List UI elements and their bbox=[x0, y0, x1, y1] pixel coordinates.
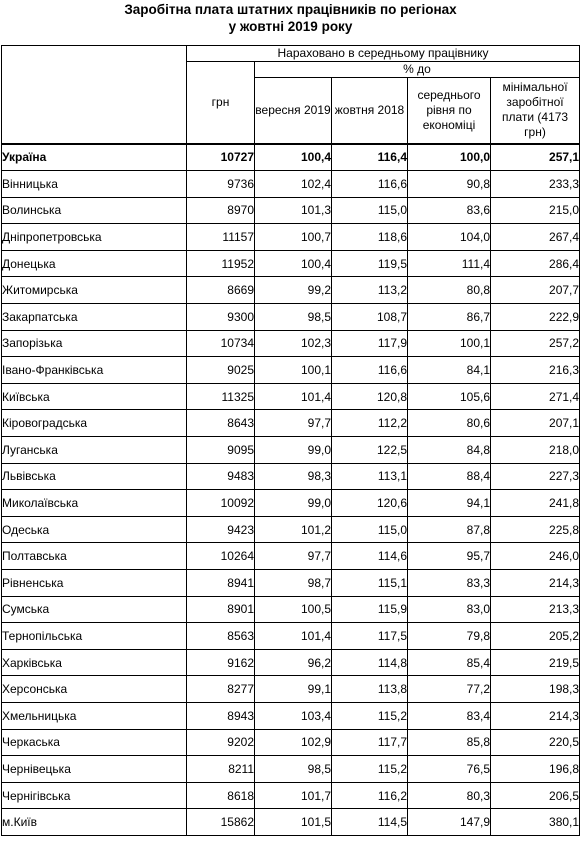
region-cell: Одеська bbox=[2, 516, 187, 543]
pct-sep-2019-cell: 100,5 bbox=[255, 596, 332, 623]
salary-uah-cell: 8563 bbox=[187, 623, 255, 650]
pct-oct-2018-cell: 122,5 bbox=[332, 437, 408, 464]
title-line-1: Заробітна плата штатних працівників по регіонах bbox=[124, 2, 457, 17]
pct-avg-economy-cell: 84,1 bbox=[408, 357, 491, 384]
header-min-wage: мінімальної заробітної плати (4173 грн) bbox=[491, 78, 580, 144]
pct-oct-2018-cell: 116,6 bbox=[332, 171, 408, 198]
table-row bbox=[2, 250, 580, 277]
pct-sep-2019-cell: 101,5 bbox=[255, 809, 332, 836]
region-cell: Україна bbox=[2, 144, 187, 171]
pct-avg-economy-cell: 105,6 bbox=[408, 383, 491, 410]
pct-min-wage-cell: 233,3 bbox=[491, 171, 580, 198]
region-cell: м.Київ bbox=[2, 809, 187, 836]
pct-avg-economy-cell: 100,0 bbox=[408, 144, 491, 171]
pct-sep-2019-cell: 100,1 bbox=[255, 357, 332, 384]
salary-uah-cell: 8277 bbox=[187, 676, 255, 703]
salary-uah-cell: 8941 bbox=[187, 570, 255, 597]
header-sep-2019: вересня 2019 bbox=[255, 78, 332, 144]
pct-avg-economy-cell: 111,4 bbox=[408, 250, 491, 277]
pct-avg-economy-cell: 85,8 bbox=[408, 729, 491, 756]
pct-avg-economy-cell: 104,0 bbox=[408, 224, 491, 251]
pct-oct-2018-cell: 116,2 bbox=[332, 782, 408, 809]
pct-min-wage-cell: 215,0 bbox=[491, 197, 580, 224]
table-row bbox=[2, 277, 580, 304]
pct-min-wage-cell: 241,8 bbox=[491, 490, 580, 517]
pct-avg-economy-cell: 80,6 bbox=[408, 410, 491, 437]
pct-oct-2018-cell: 108,7 bbox=[332, 304, 408, 331]
pct-min-wage-cell: 257,1 bbox=[491, 144, 580, 171]
salary-uah-cell: 9162 bbox=[187, 649, 255, 676]
table-row bbox=[2, 463, 580, 490]
region-cell: Чернівецька bbox=[2, 756, 187, 783]
pct-sep-2019-cell: 99,0 bbox=[255, 437, 332, 464]
pct-oct-2018-cell: 119,5 bbox=[332, 250, 408, 277]
pct-avg-economy-cell: 88,4 bbox=[408, 463, 491, 490]
pct-avg-economy-cell: 76,5 bbox=[408, 756, 491, 783]
pct-oct-2018-cell: 118,6 bbox=[332, 224, 408, 251]
table-row bbox=[2, 304, 580, 331]
header-uah: грн bbox=[187, 62, 255, 144]
pct-sep-2019-cell: 97,7 bbox=[255, 543, 332, 570]
pct-oct-2018-cell: 115,9 bbox=[332, 596, 408, 623]
pct-avg-economy-cell: 95,7 bbox=[408, 543, 491, 570]
salary-uah-cell: 10092 bbox=[187, 490, 255, 517]
pct-avg-economy-cell: 80,3 bbox=[408, 782, 491, 809]
table-row bbox=[2, 410, 580, 437]
pct-oct-2018-cell: 116,4 bbox=[332, 144, 408, 171]
pct-min-wage-cell: 271,4 bbox=[491, 383, 580, 410]
table-row bbox=[2, 756, 580, 783]
header-percent-group: % до bbox=[255, 62, 580, 78]
table-row bbox=[2, 702, 580, 729]
pct-sep-2019-cell: 101,4 bbox=[255, 383, 332, 410]
salary-uah-cell: 10734 bbox=[187, 330, 255, 357]
pct-min-wage-cell: 216,3 bbox=[491, 357, 580, 384]
pct-oct-2018-cell: 115,2 bbox=[332, 702, 408, 729]
salary-uah-cell: 8943 bbox=[187, 702, 255, 729]
region-cell: Закарпатська bbox=[2, 304, 187, 331]
pct-avg-economy-cell: 87,8 bbox=[408, 516, 491, 543]
document-title bbox=[0, 0, 581, 35]
pct-sep-2019-cell: 97,7 bbox=[255, 410, 332, 437]
salary-uah-cell: 9483 bbox=[187, 463, 255, 490]
pct-min-wage-cell: 380,1 bbox=[491, 809, 580, 836]
table-row bbox=[2, 596, 580, 623]
region-cell: Львівська bbox=[2, 463, 187, 490]
region-cell: Хмельницька bbox=[2, 702, 187, 729]
salary-uah-cell: 8970 bbox=[187, 197, 255, 224]
region-header-cell bbox=[2, 46, 187, 144]
pct-oct-2018-cell: 120,8 bbox=[332, 383, 408, 410]
pct-oct-2018-cell: 114,6 bbox=[332, 543, 408, 570]
pct-sep-2019-cell: 98,7 bbox=[255, 570, 332, 597]
pct-oct-2018-cell: 117,5 bbox=[332, 623, 408, 650]
region-cell: Вінницька bbox=[2, 171, 187, 198]
pct-sep-2019-cell: 103,4 bbox=[255, 702, 332, 729]
pct-sep-2019-cell: 98,5 bbox=[255, 304, 332, 331]
pct-avg-economy-cell: 86,7 bbox=[408, 304, 491, 331]
pct-avg-economy-cell: 83,3 bbox=[408, 570, 491, 597]
title-line-2: у жовтні 2019 року bbox=[228, 19, 353, 34]
pct-sep-2019-cell: 101,7 bbox=[255, 782, 332, 809]
table-row bbox=[2, 224, 580, 251]
region-cell: Полтавська bbox=[2, 543, 187, 570]
pct-oct-2018-cell: 117,9 bbox=[332, 330, 408, 357]
pct-min-wage-cell: 206,5 bbox=[491, 782, 580, 809]
region-cell: Луганська bbox=[2, 437, 187, 464]
header-oct-2018: жовтня 2018 bbox=[332, 78, 408, 144]
pct-oct-2018-cell: 114,5 bbox=[332, 809, 408, 836]
pct-avg-economy-cell: 84,8 bbox=[408, 437, 491, 464]
region-cell: Сумська bbox=[2, 596, 187, 623]
salary-uah-cell: 8211 bbox=[187, 756, 255, 783]
pct-avg-economy-cell: 83,6 bbox=[408, 197, 491, 224]
region-cell: Житомирська bbox=[2, 277, 187, 304]
pct-avg-economy-cell: 80,8 bbox=[408, 277, 491, 304]
pct-min-wage-cell: 220,5 bbox=[491, 729, 580, 756]
region-cell: Черкаська bbox=[2, 729, 187, 756]
table-row bbox=[2, 383, 580, 410]
salary-uah-cell: 10264 bbox=[187, 543, 255, 570]
table-row bbox=[2, 570, 580, 597]
pct-sep-2019-cell: 100,4 bbox=[255, 250, 332, 277]
pct-sep-2019-cell: 101,2 bbox=[255, 516, 332, 543]
pct-min-wage-cell: 257,2 bbox=[491, 330, 580, 357]
header-group-avg-worker: Нараховано в середньому працівнику bbox=[187, 46, 580, 62]
pct-oct-2018-cell: 115,0 bbox=[332, 516, 408, 543]
table-row bbox=[2, 171, 580, 198]
pct-oct-2018-cell: 115,1 bbox=[332, 570, 408, 597]
region-cell: Рівненська bbox=[2, 570, 187, 597]
pct-sep-2019-cell: 98,5 bbox=[255, 756, 332, 783]
pct-min-wage-cell: 214,3 bbox=[491, 702, 580, 729]
region-cell: Миколаївська bbox=[2, 490, 187, 517]
table-body bbox=[2, 144, 580, 836]
pct-oct-2018-cell: 114,8 bbox=[332, 649, 408, 676]
pct-avg-economy-cell: 83,4 bbox=[408, 702, 491, 729]
table-row bbox=[2, 357, 580, 384]
pct-min-wage-cell: 225,8 bbox=[491, 516, 580, 543]
pct-avg-economy-cell: 94,1 bbox=[408, 490, 491, 517]
region-cell: Чернігівська bbox=[2, 782, 187, 809]
salary-uah-cell: 15862 bbox=[187, 809, 255, 836]
pct-avg-economy-cell: 77,2 bbox=[408, 676, 491, 703]
pct-min-wage-cell: 246,0 bbox=[491, 543, 580, 570]
table-row bbox=[2, 623, 580, 650]
pct-sep-2019-cell: 99,1 bbox=[255, 676, 332, 703]
region-cell: Тернопільська bbox=[2, 623, 187, 650]
region-cell: Донецька bbox=[2, 250, 187, 277]
pct-sep-2019-cell: 101,4 bbox=[255, 623, 332, 650]
pct-sep-2019-cell: 96,2 bbox=[255, 649, 332, 676]
pct-sep-2019-cell: 100,4 bbox=[255, 144, 332, 171]
pct-sep-2019-cell: 102,4 bbox=[255, 171, 332, 198]
pct-min-wage-cell: 218,0 bbox=[491, 437, 580, 464]
pct-min-wage-cell: 207,1 bbox=[491, 410, 580, 437]
pct-sep-2019-cell: 99,2 bbox=[255, 277, 332, 304]
salary-uah-cell: 9095 bbox=[187, 437, 255, 464]
region-cell: Херсонська bbox=[2, 676, 187, 703]
pct-min-wage-cell: 207,7 bbox=[491, 277, 580, 304]
pct-avg-economy-cell: 90,8 bbox=[408, 171, 491, 198]
pct-min-wage-cell: 267,4 bbox=[491, 224, 580, 251]
pct-avg-economy-cell: 100,1 bbox=[408, 330, 491, 357]
pct-oct-2018-cell: 117,7 bbox=[332, 729, 408, 756]
pct-min-wage-cell: 227,3 bbox=[491, 463, 580, 490]
pct-avg-economy-cell: 85,4 bbox=[408, 649, 491, 676]
pct-min-wage-cell: 205,2 bbox=[491, 623, 580, 650]
region-cell: Кіровоградська bbox=[2, 410, 187, 437]
table-row bbox=[2, 649, 580, 676]
pct-sep-2019-cell: 98,3 bbox=[255, 463, 332, 490]
pct-avg-economy-cell: 147,9 bbox=[408, 809, 491, 836]
salary-uah-cell: 11325 bbox=[187, 383, 255, 410]
table-row bbox=[2, 782, 580, 809]
pct-sep-2019-cell: 102,9 bbox=[255, 729, 332, 756]
salary-uah-cell: 9300 bbox=[187, 304, 255, 331]
pct-oct-2018-cell: 113,8 bbox=[332, 676, 408, 703]
pct-min-wage-cell: 286,4 bbox=[491, 250, 580, 277]
region-cell: Харківська bbox=[2, 649, 187, 676]
table-row bbox=[2, 809, 580, 836]
table-row bbox=[2, 676, 580, 703]
region-cell: Дніпропетровська bbox=[2, 224, 187, 251]
table-row bbox=[2, 330, 580, 357]
pct-oct-2018-cell: 120,6 bbox=[332, 490, 408, 517]
salary-uah-cell: 10727 bbox=[187, 144, 255, 171]
pct-sep-2019-cell: 100,7 bbox=[255, 224, 332, 251]
pct-avg-economy-cell: 83,0 bbox=[408, 596, 491, 623]
pct-oct-2018-cell: 116,6 bbox=[332, 357, 408, 384]
salary-uah-cell: 9025 bbox=[187, 357, 255, 384]
pct-min-wage-cell: 198,3 bbox=[491, 676, 580, 703]
region-cell: Волинська bbox=[2, 197, 187, 224]
salary-table bbox=[1, 45, 580, 836]
pct-oct-2018-cell: 113,1 bbox=[332, 463, 408, 490]
salary-uah-cell: 8643 bbox=[187, 410, 255, 437]
salary-uah-cell: 9202 bbox=[187, 729, 255, 756]
region-cell: Запорізька bbox=[2, 330, 187, 357]
salary-uah-cell: 11157 bbox=[187, 224, 255, 251]
region-cell: Івано-Франківська bbox=[2, 357, 187, 384]
pct-min-wage-cell: 196,8 bbox=[491, 756, 580, 783]
pct-oct-2018-cell: 112,2 bbox=[332, 410, 408, 437]
table-row bbox=[2, 437, 580, 464]
pct-avg-economy-cell: 79,8 bbox=[408, 623, 491, 650]
header-avg-economy: середнього рівня по економіці bbox=[408, 78, 491, 144]
salary-uah-cell: 11952 bbox=[187, 250, 255, 277]
pct-sep-2019-cell: 99,0 bbox=[255, 490, 332, 517]
salary-uah-cell: 9736 bbox=[187, 171, 255, 198]
table-row bbox=[2, 490, 580, 517]
pct-min-wage-cell: 219,5 bbox=[491, 649, 580, 676]
region-cell: Київська bbox=[2, 383, 187, 410]
table-row bbox=[2, 543, 580, 570]
pct-oct-2018-cell: 115,2 bbox=[332, 756, 408, 783]
table-row bbox=[2, 197, 580, 224]
pct-oct-2018-cell: 113,2 bbox=[332, 277, 408, 304]
table-row bbox=[2, 729, 580, 756]
pct-min-wage-cell: 213,3 bbox=[491, 596, 580, 623]
salary-uah-cell: 8901 bbox=[187, 596, 255, 623]
pct-min-wage-cell: 214,3 bbox=[491, 570, 580, 597]
table-row bbox=[2, 144, 580, 171]
salary-uah-cell: 8669 bbox=[187, 277, 255, 304]
pct-sep-2019-cell: 101,3 bbox=[255, 197, 332, 224]
pct-sep-2019-cell: 102,3 bbox=[255, 330, 332, 357]
salary-uah-cell: 9423 bbox=[187, 516, 255, 543]
table-row bbox=[2, 516, 580, 543]
salary-uah-cell: 8618 bbox=[187, 782, 255, 809]
pct-min-wage-cell: 222,9 bbox=[491, 304, 580, 331]
pct-oct-2018-cell: 115,0 bbox=[332, 197, 408, 224]
